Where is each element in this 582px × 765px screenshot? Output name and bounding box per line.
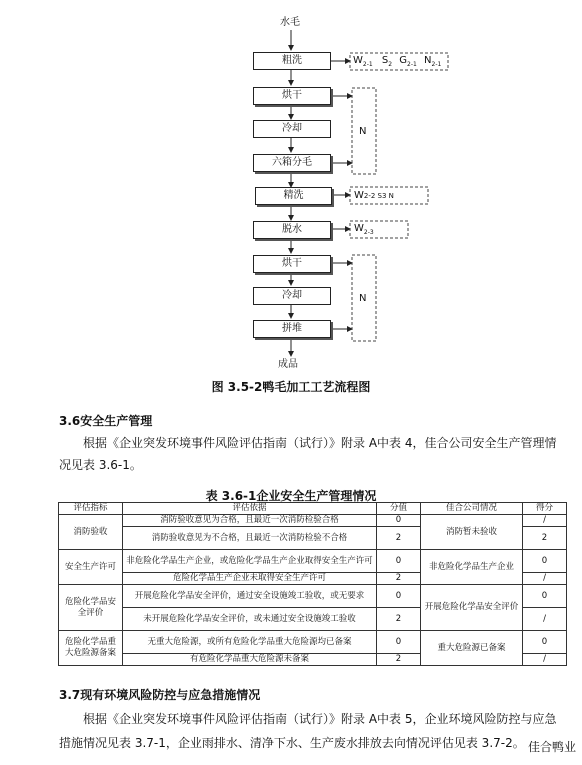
section-3-7-paragraph: 根据《企业突发环境事件风险评估指南（试行）》附录 A中表 5，企业环境风险防控与应急措施情况见表 3.7-1，企业雨排水、清净下水、生产废水排放去向情况评估见表 3.7-2。 xyxy=(59,712,557,750)
basis-cell: 危险化学品生产企业未取得安全生产许可 xyxy=(123,573,377,585)
process-flowchart xyxy=(0,0,582,380)
indicator-cell: 消防验收 xyxy=(59,515,123,550)
flow-step-sort: 六箱分毛 xyxy=(253,154,331,172)
flow-step-dry-2: 烘干 xyxy=(253,255,331,273)
basis-cell: 未开展危险化学品安全评价，或未通过安全设施竣工验收 xyxy=(123,608,377,631)
score-cell: 0 xyxy=(377,585,421,608)
flow-step-cool-1: 冷却 xyxy=(253,120,331,138)
basis-cell: 有危险化学品重大危险源未备案 xyxy=(123,654,377,666)
flow-step-pile: 拼堆 xyxy=(253,320,331,338)
col-header-score: 分值 xyxy=(377,503,421,515)
situation-cell: 重大危险源已备案 xyxy=(421,631,523,666)
col-header-situation: 佳合公司情况 xyxy=(421,503,523,515)
flow-step-cool-2: 冷却 xyxy=(253,287,331,305)
flow-output-label: 成品 xyxy=(278,359,298,370)
basis-cell: 消防验收意见为不合格，且最近一次消防检验不合格 xyxy=(123,527,377,550)
table-header-row xyxy=(59,503,567,515)
result-cell: 2 xyxy=(523,527,567,550)
emission-label-fine-wash: W2-2 S3 N xyxy=(354,190,394,201)
basis-cell: 开展危险化学品安全评价，通过安全设施竣工验收，或无要求 xyxy=(123,585,377,608)
figure-caption: 图 3.5-2鸭毛加工工艺流程图 xyxy=(211,380,371,394)
result-cell: 0 xyxy=(523,631,567,654)
flow-step-fine-wash: 精洗 xyxy=(255,187,332,205)
table-row xyxy=(59,550,567,573)
flow-step-coarse-wash: 粗洗 xyxy=(253,52,331,70)
situation-cell: 开展危险化学品安全评价 xyxy=(421,585,523,631)
basis-cell: 无重大危险源，或所有危险化学品重大危险源均已备案 xyxy=(123,631,377,654)
section-3-6-paragraph: 根据《企业突发环境事件风险评估指南（试行）》附录 A中表 4，佳合公司安全生产管理情况见表 3.6-1。 xyxy=(59,436,557,472)
result-cell: 0 xyxy=(523,585,567,608)
score-cell: 2 xyxy=(377,654,421,666)
indicator-cell: 危险化学品安全评价 xyxy=(59,585,123,631)
emission-label-dewater: $W_{2-3}$ xyxy=(354,223,374,236)
score-cell: 0 xyxy=(377,515,421,527)
table-row xyxy=(59,515,567,527)
flow-step-dry-1: 烘干 xyxy=(253,87,331,105)
col-header-indicator: 评估指标 xyxy=(59,503,123,515)
situation-cell: 非危险化学品生产企业 xyxy=(421,550,523,585)
flow-input-label: 水毛 xyxy=(280,17,300,28)
score-cell: 2 xyxy=(377,573,421,585)
col-header-result: 得分 xyxy=(523,503,567,515)
situation-cell: 消防暂未验收 xyxy=(421,515,523,550)
result-cell: / xyxy=(523,608,567,631)
score-cell: 2 xyxy=(377,527,421,550)
watermark-logo: 佳合鸭业 xyxy=(527,740,576,754)
result-cell: / xyxy=(523,654,567,666)
emission-label-coarse-wash: $W_{2-1}$ $S_2$ $G_{2-1}$ $N_{2-1}$ xyxy=(353,55,442,68)
score-cell: 0 xyxy=(377,550,421,573)
score-cell: 2 xyxy=(377,608,421,631)
section-3-6-title: 3.6安全生产管理 xyxy=(59,414,153,428)
section-3-7-title: 3.7现有环境风险防控与应急措施情况 xyxy=(59,688,261,702)
col-header-basis: 评估依据 xyxy=(123,503,377,515)
emission-label-group1: N xyxy=(359,126,367,137)
safety-management-table xyxy=(58,502,567,666)
table-caption: 表 3.6-1企业安全生产管理情况 xyxy=(205,489,377,503)
result-cell: / xyxy=(523,573,567,585)
result-cell: / xyxy=(523,515,567,527)
result-cell: 0 xyxy=(523,550,567,573)
emission-label-group2: N xyxy=(359,293,367,304)
basis-cell: 非危险化学品生产企业，或危险化学品生产企业取得安全生产许可 xyxy=(123,550,377,573)
score-cell: 0 xyxy=(377,631,421,654)
basis-cell: 消防验收意见为合格，且最近一次消防检验合格 xyxy=(123,515,377,527)
indicator-cell: 安全生产许可 xyxy=(59,550,123,585)
flow-step-dewater: 脱水 xyxy=(253,221,331,239)
table-row xyxy=(59,631,567,654)
table-row xyxy=(59,585,567,608)
indicator-cell: 危险化学品重大危险源备案 xyxy=(59,631,123,666)
